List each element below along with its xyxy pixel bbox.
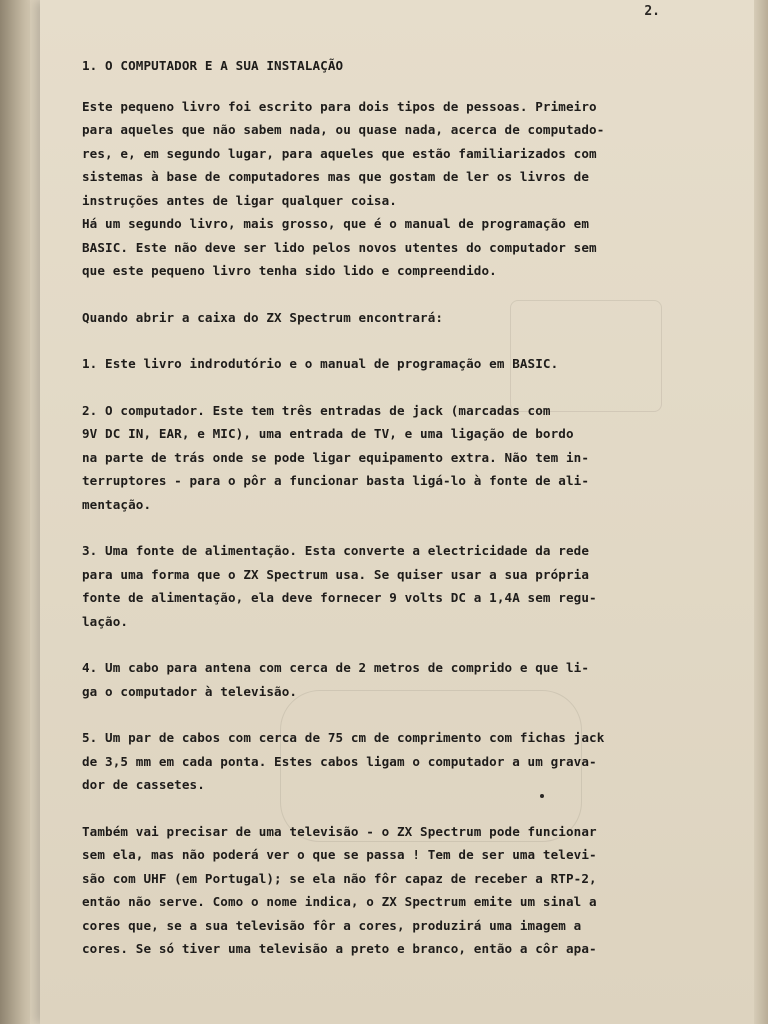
- text-line: Há um segundo livro, mais grosso, que é o manual de programação em: [82, 216, 590, 231]
- paragraph: [82, 820, 722, 961]
- book-spine-shadow: [0, 0, 30, 1024]
- paragraph: [82, 306, 722, 330]
- page-number: 2.: [644, 4, 660, 19]
- paragraph: [82, 539, 722, 633]
- text-line: 3. Uma fonte de alimentação. Esta converte a electricidade da rede: [82, 543, 590, 558]
- text-line: Quando abrir a caixa do ZX Spectrum encontrará:: [82, 309, 444, 325]
- text-line: cores. Se só tiver uma televisão a preto e branco, então a côr apa-: [82, 941, 597, 956]
- paragraph: [82, 726, 722, 797]
- paragraph: [82, 95, 722, 283]
- section-heading: 1. O COMPUTADOR E A SUA INSTALAÇÃO: [82, 58, 344, 73]
- page-content: [82, 54, 722, 984]
- text-line: 2. O computador. Este tem três entradas de jack (marcadas com: [82, 402, 551, 418]
- ink-speck: [540, 794, 544, 798]
- paragraph-list: [82, 95, 722, 961]
- text-line: fonte de alimentação, ela deve fornecer 9 volts DC a 1,4A sem regu-: [82, 590, 597, 605]
- text-line: 4. Um cabo para antena com cerca de 2 metros de comprido e que li-: [82, 660, 590, 675]
- text-line: na parte de trás onde se pode ligar equipamento extra. Não tem in-: [82, 449, 590, 465]
- text-line: lação.: [82, 613, 129, 629]
- text-line: instruções antes de ligar qualquer coisa.: [82, 192, 397, 208]
- text-line: mentação.: [82, 496, 152, 512]
- text-line: BASIC. Este não deve ser lido pelos novos utentes do computador sem: [82, 239, 597, 255]
- text-line: dor de cassetes.: [82, 777, 205, 792]
- text-line: para uma forma que o ZX Spectrum usa. Se quiser usar a sua própria: [82, 566, 590, 582]
- text-line: são com UHF (em Portugal); se ela não fôr capaz de receber a RTP-2,: [82, 870, 597, 886]
- text-line: então não serve. Como o nome indica, o ZX Spectrum emite um sinal a: [82, 894, 597, 909]
- text-line: que este pequeno livro tenha sido lido e compreendido.: [82, 263, 497, 278]
- text-line: ga o computador à televisão.: [82, 683, 298, 699]
- text-line: 5. Um par de cabos com cerca de 75 cm de comprimento com fichas jack: [82, 730, 605, 745]
- text-line: 1. Este livro indrodutório e o manual de programação em BASIC.: [82, 356, 559, 371]
- text-line: para aqueles que não sabem nada, ou quase nada, acerca de computado-: [82, 122, 605, 137]
- text-line: sistemas à base de computadores mas que gostam de ler os livros de: [82, 169, 590, 184]
- page-right-edge: [754, 0, 768, 1024]
- text-line: 9V DC IN, EAR, e MIC), uma entrada de TV, e uma ligação de bordo: [82, 426, 574, 441]
- paragraph: [82, 399, 722, 517]
- text-line: cores que, se a sua televisão fôr a cores, produzirá uma imagem a: [82, 917, 582, 933]
- text-line: sem ela, mas não poderá ver o que se passa ! Tem de ser uma televi-: [82, 847, 597, 862]
- document-page: [40, 0, 756, 1024]
- text-line: de 3,5 mm em cada ponta. Estes cabos ligam o computador a um grava-: [82, 753, 597, 769]
- paragraph: [82, 352, 722, 376]
- text-line: Também vai precisar de uma televisão - o ZX Spectrum pode funcionar: [82, 823, 597, 839]
- text-line: Este pequeno livro foi escrito para dois tipos de pessoas. Primeiro: [82, 98, 597, 114]
- text-line: terruptores - para o pôr a funcionar basta ligá-lo à fonte de ali-: [82, 473, 590, 488]
- paragraph: [82, 656, 722, 703]
- text-line: res, e, em segundo lugar, para aqueles que estão familiarizados com: [82, 145, 597, 161]
